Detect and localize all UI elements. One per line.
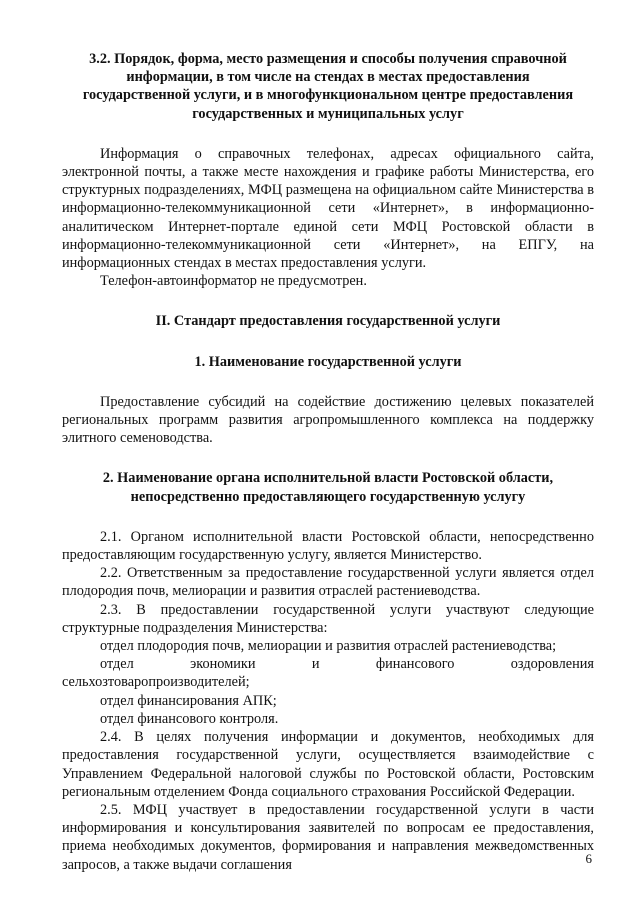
list-item-economics-department [62, 655, 594, 673]
page-number: 6 [585, 851, 592, 866]
list-word: экономики [190, 656, 256, 673]
list-item-financing-department: отдел финансирования АПК; [100, 692, 277, 709]
paragraph-2-2: 2.2. Ответственным за предоставление государственной услуги является отдел плодородия почв, мелиорации и развития отраслей растениеводства. [62, 565, 594, 600]
section-2-heading: 2. Наименование органа исполнительной власти Ростовской области, непосредственно предоставляющего государственную услугу [102, 470, 554, 505]
list-item-soil-department: отдел плодородия почв, мелиорации и развития отраслей растениеводства; [100, 638, 557, 655]
section-1-heading: 1. Наименование государственной услуги [194, 353, 462, 370]
paragraph-2-3: 2.3. В предоставлении государственной услуги участвуют следующие структурные подразделения Министерства: [62, 601, 594, 636]
paragraph-2-5: 2.5. МФЦ участвует в предоставлении государственной услуги в части информирования и консультирования заявителей по вопросам ее предоставления, приема необходимых документов, формирования и направления межведомственных запросов, а также выдачи соглашения [62, 801, 594, 873]
list-item-economics-continuation: сельхозтоваропроизводителей; [62, 674, 250, 691]
section-ii-heading: II. Стандарт предоставления государственной услуги [155, 313, 501, 330]
section-3-2-paragraph-phone: Телефон-автоинформатор не предусмотрен. [100, 273, 367, 290]
section-1-paragraph: Предоставление субсидий на содействие достижению целевых показателей региональных программ развития агропромышленного комплекса на поддержку элитного семеноводства. [62, 393, 594, 447]
list-item-control-department: отдел финансового контроля. [100, 710, 279, 727]
section-3-2-paragraph-info: Информация о справочных телефонах, адресах официального сайта, электронной почты, а также месте нахождения и графике работы Министерства, его структурных подразделениях, МФЦ размещена на официальном сайте Министерства в информационно-телекоммуникационной сети «Интернет», в информационно-аналитическом Интернет-портале единой сети МФЦ Ростовской области в информационно-телекоммуникационной сети «Интернет», на ЕПГУ, на информационных стендах в местах предоставления услуги. [62, 145, 594, 272]
document-page [62, 50, 594, 874]
paragraph-2-1: 2.1. Органом исполнительной власти Ростовской области, непосредственно предоставляющим государственную услугу, является Министерство. [62, 528, 594, 564]
section-3-2-heading: 3.2. Порядок, форма, место размещения и способы получения справочной информации, в том числе на стендах в местах предоставления государственной услуги, и в многофункциональном центре предоставления государственных и муниципальных услуг [82, 51, 574, 122]
list-word: отдел [100, 656, 134, 673]
paragraph-2-4: 2.4. В целях получения информации и документов, необходимых для предоставления государственной услуги, осуществляется взаимодействие с Управлением Федеральной налоговой службы по Ростовской области, Ростовским региональным отделением Фонда социального страхования Российской Федерации. [62, 729, 594, 800]
list-word: оздоровления [510, 656, 594, 673]
list-word: и [311, 656, 320, 673]
list-word: финансового [375, 656, 455, 673]
